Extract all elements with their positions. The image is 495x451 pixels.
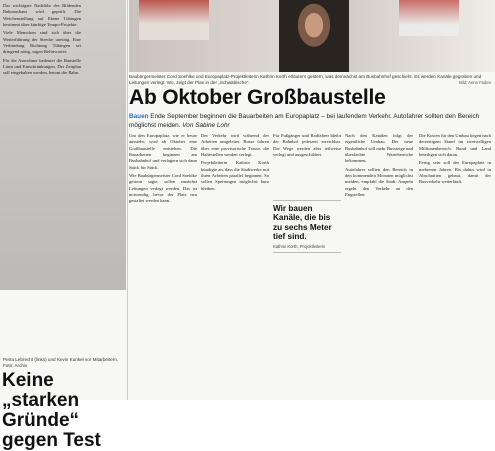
text-column: [201, 133, 269, 400]
photo-credit: Bild: Anne Faden: [459, 80, 491, 85]
pull-quote-text: Wir bauen Kanäle, die bis zu sechs Meter tief sind.: [273, 204, 332, 242]
paragraph: Nach den Kanälen folgt der eigentliche Umbau. Der neue Busbahnhof soll mehr Bussteige und überdachte Wartebereiche bekommen.: [345, 133, 413, 164]
byline: Von Sabine Lohr: [182, 121, 230, 129]
left-headline: Keine „starken Gründe“ gegen Test: [2, 370, 101, 451]
column-divider: [127, 0, 128, 400]
article-deck: [129, 113, 489, 130]
paragraph: Fertig sein soll der Europaplatz in mehreren Jahren. Bis dahin wird in Abschnitten gebaut, damit der Busverkehr weiterläuft.: [419, 160, 491, 185]
text-column: [129, 133, 197, 400]
pull-quote-attribution: Kathrin Korth, Projektleiterin: [273, 243, 326, 249]
left-paragraph: Das wichtigste Nadelöhr des Bildenden Bahnausbaus wird geprüft. Die Weichenstellung auf Ebene Tübingen bestimmt über künftige Tempo-Projekte.: [3, 3, 81, 27]
paragraph: Der Verkehr wird während der Arbeiten umgeleitet. Busse fahren über eine provisorische Trasse, die Haltestellen werden verlegt.: [201, 133, 269, 157]
deck-text: Ende September beginnen die Bauarbeiten am Europaplatz – bei laufendem Verkehr. Autofahrer sollten den Bereich möglichst meiden.: [129, 113, 480, 129]
text-column: [419, 133, 491, 400]
left-paragraph: Für die Anwohner bedeutet die Baustelle Lärm und Einschränkungen. Der Zeitplan soll eingehalten werden, betont die Bahn.: [3, 57, 81, 76]
paragraph: Um den Europaplatz, wie er heute aussieht, wird ab Oktober eine Großbaustelle entstehen. Die Bauarbeiten beginnen am Busbahnhof und verlagern sich dann Stück für Stück.: [129, 133, 197, 170]
paragraph: Projektleiterin Kathrin Korth kündigte an, dass die Stadtwerke mit ihren Arbeiten parallel beginnen. So sollen Sperrungen möglichst kurz bleiben.: [201, 160, 269, 191]
paragraph: Für Fußgänger und Radfahrer bleibt der Bahnhof jederzeit erreichbar. Die Wege werden aber teilweise verlegt und ausgeschildert.: [273, 133, 341, 157]
left-column: [0, 0, 126, 451]
pull-quote: [273, 197, 341, 256]
deck-kicker: Bauen: [129, 113, 149, 120]
main-headline: Ab Oktober Großbaustelle: [129, 86, 386, 109]
main-photo: [129, 0, 495, 72]
left-photo-caption: Petra Lebrecht (links) und Kevin Kunkel vor Mitarbeitern. Foto: Archiv: [3, 357, 119, 369]
text-column: [345, 133, 413, 400]
person-figure: [279, 0, 349, 72]
paragraph: Die Kosten für den Umbau liegen nach derzeitigem Stand im zweistelligen Millionenbereich. Bund und Land beteiligen sich daran.: [419, 133, 491, 157]
left-paragraph: Viele Menschen sind sich über die Weiterführung der Strecke uneinig. Eine Verbindung Richtung Tübingen sei dringend nötig, sagen Befürworter.: [3, 30, 81, 55]
paragraph: Wie Baubürgermeister Cord Soehlke gestern sagte, sollen zunächst Leitungen verlegt werden. Das ist notwendig, bevor der Platz neu gestaltet werden kann.: [129, 172, 197, 204]
text-column: [273, 133, 341, 193]
main-article: [129, 0, 495, 400]
left-article-text: [3, 3, 81, 79]
paragraph: Autofahrer sollten den Bereich in den kommenden Monaten möglichst meiden, empfahl die Stadt. Ampeln regeln den Verkehr an den Engstellen.: [345, 166, 413, 197]
main-photo-caption: Baubürgermeister Cord Soehlke und Europaplatz-Projektleiterin Kathrin Korth erläutern gestern, was demnächst am Busbahnhof geschieht. Es werden Kanäle gegraben und Leitungen verlegt. Wo, zeigt der Plan in der „Schwäbische“.: [129, 74, 482, 85]
article-body: [129, 133, 495, 400]
